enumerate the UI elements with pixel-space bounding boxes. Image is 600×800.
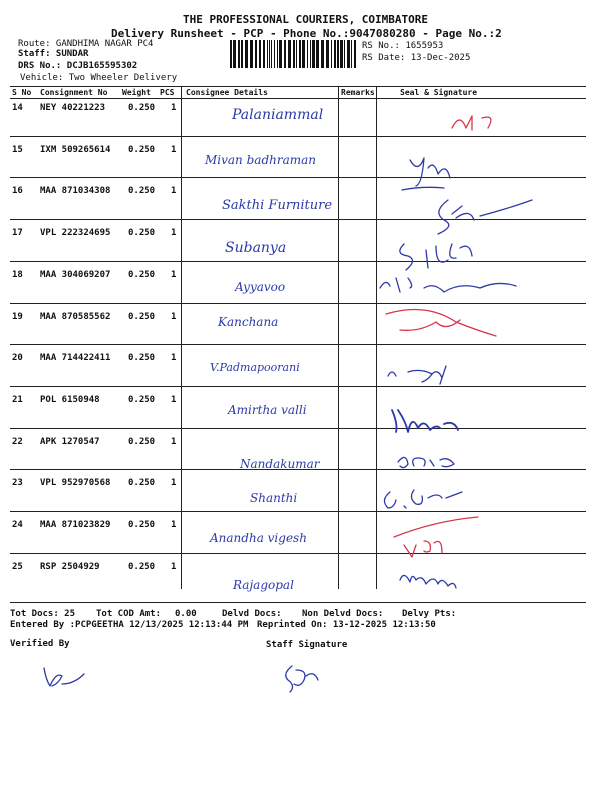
signature-22 (398, 457, 454, 467)
row-consignment-no: APK 1270547 (40, 436, 100, 447)
verified-signature (44, 668, 84, 686)
signature-25 (400, 575, 456, 588)
consignee-name-15: Mivan badhraman (205, 153, 316, 167)
verified-by: Verified By (10, 639, 70, 649)
consignee-name-16: Sakthi Furniture (222, 198, 333, 213)
row-weight: 0.250 (128, 394, 156, 405)
signature-18 (380, 278, 516, 292)
row-consignment-no: IXM 509265614 (40, 144, 111, 155)
footer-border (10, 602, 586, 603)
consignee-name-14: Palaniammal (232, 107, 324, 123)
row-sno: 15 (12, 144, 23, 155)
row-weight: 0.250 (128, 144, 156, 155)
row-consignment-no: VPL 952970568 (40, 478, 111, 489)
row-sno: 21 (12, 394, 23, 405)
signature-19 (386, 310, 496, 337)
row-weight: 0.250 (128, 561, 156, 572)
row-consignment-no: MAA 714422411 (40, 353, 111, 364)
total-cod-value: 0.00 (175, 609, 197, 619)
header-sno: S No (12, 88, 32, 97)
row-consignment-no: MAA 871034308 (40, 186, 111, 197)
signature-17 (400, 244, 472, 270)
row-sno: 16 (12, 186, 23, 197)
row-consignment-no: NEY 40221223 (40, 103, 106, 113)
header-consignee: Consignee Details (186, 88, 268, 97)
row-sno: 22 (12, 436, 23, 447)
row-weight: 0.250 (128, 436, 156, 447)
row-sno: 18 (12, 269, 23, 280)
drs-value: DCJB165595302 (66, 61, 138, 71)
row-pcs: 1 (171, 561, 177, 572)
non-delivered-docs: Non Delvd Docs: (302, 609, 384, 619)
row-sno: 23 (12, 478, 23, 489)
staff-signature-mark (286, 666, 318, 692)
row-weight: 0.250 (128, 478, 156, 489)
delivered-docs: Delvd Docs: (222, 609, 282, 619)
row-sno: 14 (12, 103, 23, 113)
rs-date: RS Date: 13-Dec-2025 (362, 53, 471, 63)
signature-24 (394, 517, 478, 557)
row-consignment-no: POL 6150948 (40, 394, 100, 405)
drs-label: DRS No.: (18, 61, 62, 71)
row-weight: 0.250 (128, 353, 156, 364)
staff-label: Staff: SUNDAR (18, 49, 89, 59)
header-weight: Weight (122, 88, 151, 97)
row-pcs: 1 (171, 394, 177, 405)
reprinted-on: Reprinted On: 13-12-2025 12:13:50 (257, 620, 436, 630)
consignee-name-23: Shanthi (250, 491, 298, 505)
row-sno: 19 (12, 311, 23, 322)
header-remarks: Remarks (341, 88, 375, 97)
row-sno: 20 (12, 353, 23, 364)
signature-14 (452, 116, 491, 130)
company-title: THE PROFESSIONAL COURIERS, COIMBATORE (183, 13, 429, 26)
row-sno: 17 (12, 228, 23, 239)
row-pcs: 1 (171, 269, 177, 280)
row-weight: 0.250 (128, 269, 156, 280)
row-pcs: 1 (171, 228, 177, 239)
row-consignment-no: MAA 871023829 (40, 520, 111, 530)
consignee-name-17: Subanya (225, 240, 287, 256)
row-weight: 0.250 (128, 228, 156, 239)
signature-21 (392, 410, 458, 432)
entered-by: Entered By :PCPGEETHA 12/13/2025 12:13:44 PM (10, 620, 249, 630)
row-pcs: 1 (171, 144, 177, 155)
row-pcs: 1 (171, 186, 177, 197)
row-weight: 0.250 (128, 311, 156, 322)
row-pcs: 1 (171, 520, 177, 530)
route-label: Route: GANDHIMA NAGAR PC4 (18, 39, 154, 49)
signature-15 (402, 158, 450, 190)
consignee-name-18: Ayyavoo (235, 280, 286, 294)
row-sno: 24 (12, 520, 23, 530)
row-sno: 25 (12, 561, 23, 572)
consignee-name-19: Kanchana (218, 315, 279, 329)
consignee-name-24: Anandha vigesh (210, 531, 307, 545)
consignee-name-20: V.Padmapoorani (210, 361, 300, 374)
row-pcs: 1 (171, 353, 177, 364)
row-pcs: 1 (171, 478, 177, 489)
rs-number: RS No.: 1655953 (362, 41, 444, 51)
row-consignment-no: MAA 870585562 (40, 311, 111, 322)
header-seal-signature: Seal & Signature (400, 88, 478, 97)
signature-23 (384, 490, 462, 508)
consignee-name-22: Nandakumar (240, 457, 320, 471)
row-consignment-no: MAA 304069207 (40, 269, 111, 280)
row-pcs: 1 (171, 103, 177, 113)
row-pcs: 1 (171, 311, 177, 322)
staff-signature-label: Staff Signature (266, 640, 348, 650)
row-weight: 0.250 (128, 186, 156, 197)
header-consignment: Consignment No (40, 88, 108, 97)
vehicle-label: Vehicle: Two Wheeler Delivery (20, 73, 178, 83)
signature-16 (438, 200, 532, 234)
header-pcs: PCS (160, 88, 175, 97)
runsheet-subtitle: Delivery Runsheet - PCP - Phone No.:9047080280 - Page No.:2 (111, 27, 502, 40)
row-weight: 0.250 (128, 520, 156, 530)
signature-20 (388, 366, 446, 384)
row-consignment-no: RSP 2504929 (40, 561, 100, 572)
total-cod-label: Tot COD Amt: (96, 609, 162, 619)
row-weight: 0.250 (128, 103, 156, 113)
consignee-name-25: Rajagopal (233, 578, 294, 592)
total-docs: Tot Docs: 25 (10, 609, 76, 619)
row-pcs: 1 (171, 436, 177, 447)
consignee-name-21: Amirtha valli (228, 403, 307, 417)
row-consignment-no: VPL 222324695 (40, 228, 111, 239)
delivery-points: Delvy Pts: (402, 609, 457, 619)
